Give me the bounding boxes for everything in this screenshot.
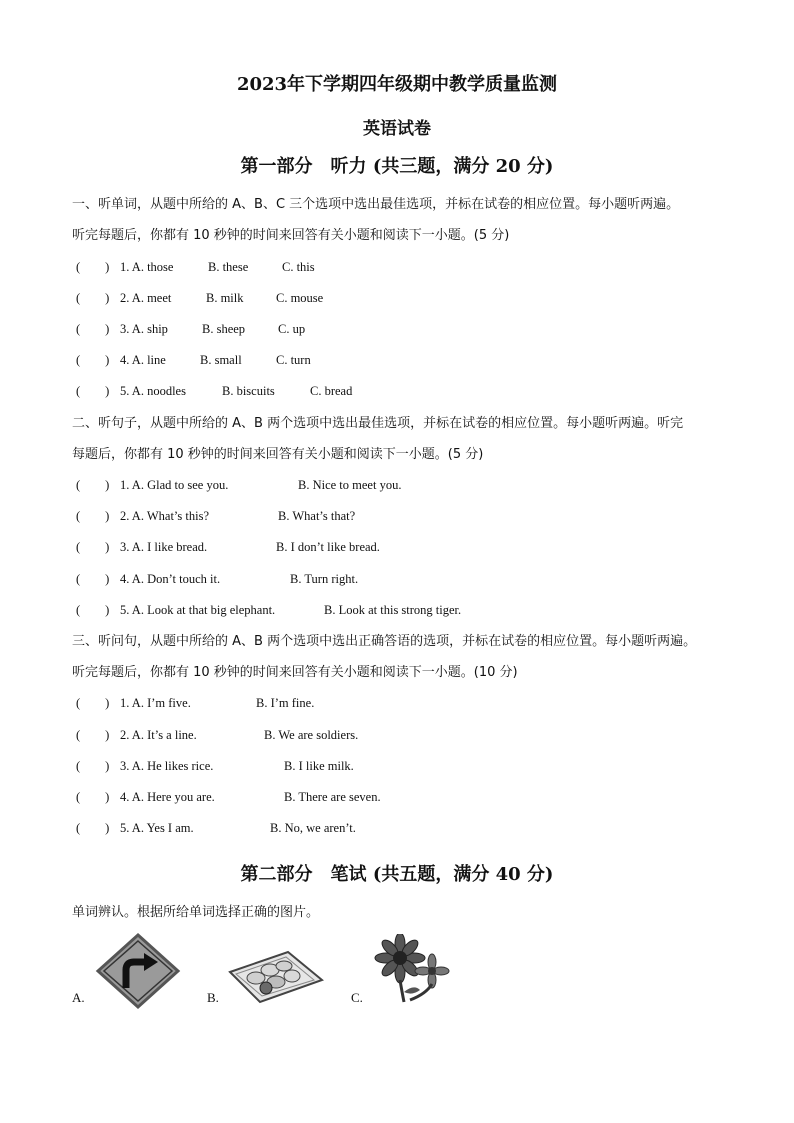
exam-subtitle: 英语试卷 — [363, 119, 431, 139]
question-row — [76, 506, 355, 524]
question-row — [76, 350, 311, 368]
question-row — [76, 475, 401, 493]
option-a: 4. A. Here you are. — [120, 790, 215, 804]
turn-right-sign-icon — [94, 932, 182, 1010]
section3-instruction-line1: 三、听问句，从题中所给的 A、B 两个选项中选出正确答语的选项，并标在试卷的相应位置。每小题听两遍。 — [72, 634, 697, 649]
answer-blank[interactable]: ( ) — [76, 322, 110, 336]
option-b: B. biscuits — [222, 384, 275, 398]
section1-instruction-line1: 一、听单词，从题中所给的 A、B、C 三个选项中选出最佳选项，并标在试卷的相应位置。每小题听两遍。 — [72, 197, 680, 212]
option-b: B. What’s that? — [278, 509, 356, 523]
option-a: 1. A. those — [120, 260, 174, 274]
option-c: C. mouse — [276, 291, 324, 305]
answer-blank[interactable]: ( ) — [76, 572, 110, 586]
question-row — [76, 818, 356, 836]
answer-blank[interactable]: ( ) — [76, 728, 110, 742]
answer-blank[interactable]: ( ) — [76, 478, 110, 492]
option-b: B. I like milk. — [284, 759, 354, 773]
answer-blank[interactable]: ( ) — [76, 540, 110, 554]
answer-blank[interactable]: ( ) — [76, 821, 110, 835]
option-a: 4. A. line — [120, 353, 166, 367]
section2-instruction-line2: 每题后，你都有 10 秒钟的时间来回答有关小题和阅读下一小题。(5 分) — [72, 447, 484, 462]
question-row — [76, 787, 381, 805]
option-c-label[interactable]: C. — [351, 990, 363, 1005]
option-a: 2. A. meet — [120, 291, 172, 305]
flower-icon — [370, 934, 454, 1004]
answer-blank[interactable]: ( ) — [76, 291, 110, 305]
option-b: B. these — [208, 260, 249, 274]
answer-blank[interactable]: ( ) — [76, 603, 110, 617]
section1-instruction-line2: 听完每题后，你都有 10 秒钟的时间来回答有关小题和阅读下一小题。(5 分) — [72, 228, 510, 243]
option-b: B. I’m fine. — [256, 696, 315, 710]
option-a: 1. A. Glad to see you. — [120, 478, 229, 492]
option-a: 5. A. noodles — [120, 384, 186, 398]
answer-blank[interactable]: ( ) — [76, 790, 110, 804]
question-row — [76, 288, 323, 306]
question-row — [76, 257, 315, 275]
option-b: B. No, we aren’t. — [270, 821, 356, 835]
option-b: B. I don’t like bread. — [276, 540, 380, 554]
section3-instruction-line2: 听完每题后，你都有 10 秒钟的时间来回答有关小题和阅读下一小题。(10 分) — [72, 665, 518, 680]
answer-blank[interactable]: ( ) — [76, 260, 110, 274]
option-b: B. There are seven. — [284, 790, 381, 804]
answer-blank[interactable]: ( ) — [76, 759, 110, 773]
option-a: 5. A. Look at that big elephant. — [120, 603, 276, 617]
option-b-label[interactable]: B. — [207, 990, 219, 1005]
question-row — [76, 756, 354, 774]
option-a-label[interactable]: A. — [72, 990, 85, 1005]
option-a: 1. A. I’m five. — [120, 696, 191, 710]
question-row — [76, 725, 358, 743]
option-a: 4. A. Don’t touch it. — [120, 572, 221, 586]
answer-blank[interactable]: ( ) — [76, 384, 110, 398]
part2-heading: 第二部分 笔试 (共五题，满分 40 分) — [240, 864, 554, 885]
option-a: 2. A. What’s this? — [120, 509, 210, 523]
answer-blank[interactable]: ( ) — [76, 353, 110, 367]
question-row — [76, 319, 305, 337]
option-c: C. turn — [276, 353, 311, 367]
option-b: B. milk — [206, 291, 244, 305]
option-c: C. bread — [310, 384, 353, 398]
section2-instruction-line1: 二、听句子，从题中所给的 A、B 两个选项中选出最佳选项，并标在试卷的相应位置。每小题听两遍。听完 — [72, 416, 684, 431]
option-a: 5. A. Yes I am. — [120, 821, 194, 835]
part2-instruction: 单词辨认。根据所给单词选择正确的图片。 — [72, 905, 320, 920]
option-b: B. Look at this strong tiger. — [324, 603, 462, 617]
question-row — [76, 537, 380, 555]
answer-blank[interactable]: ( ) — [76, 696, 110, 710]
option-a: 3. A. I like bread. — [120, 540, 208, 554]
question-row — [76, 381, 352, 399]
question-row — [76, 569, 358, 587]
biscuits-plate-icon — [226, 944, 326, 1008]
question-row — [76, 693, 314, 711]
option-c: C. up — [278, 322, 306, 336]
option-b: B. sheep — [202, 322, 246, 336]
part1-heading: 第一部分 听力 (共三题，满分 20 分) — [240, 156, 554, 177]
option-a: 3. A. ship — [120, 322, 168, 336]
option-a: 3. A. He likes rice. — [120, 759, 214, 773]
question-row — [76, 600, 461, 618]
option-b: B. Turn right. — [290, 572, 359, 586]
option-b: B. We are soldiers. — [264, 728, 359, 742]
option-b: B. Nice to meet you. — [298, 478, 402, 492]
exam-title: 2023年下学期四年级期中教学质量监测 — [236, 74, 558, 95]
answer-blank[interactable]: ( ) — [76, 509, 110, 523]
option-a: 2. A. It’s a line. — [120, 728, 197, 742]
option-b: B. small — [200, 353, 242, 367]
option-c: C. this — [282, 260, 315, 274]
